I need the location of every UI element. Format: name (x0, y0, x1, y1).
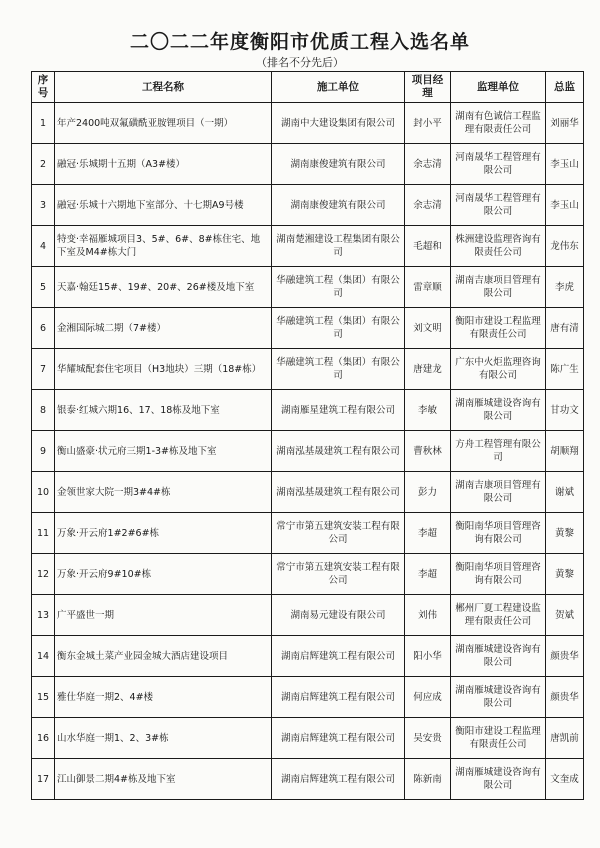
construction-unit: 湖南泓基晟建筑工程有限公司 (272, 431, 405, 472)
project-manager: 阳小华 (405, 636, 451, 677)
project-manager: 余志清 (405, 185, 451, 226)
supervision-unit: 衡阳南华项目管理咨询有限公司 (451, 513, 546, 554)
row-number: 6 (32, 308, 55, 349)
project-name: 特变·幸福雁城项目3、5#、6#、8#栋住宅、地下室及M4#栋大门 (55, 226, 272, 267)
supervision-unit: 郴州厂夏工程建设监理有限责任公司 (451, 595, 546, 636)
chief-supervisor: 唐有清 (546, 308, 584, 349)
row-number: 13 (32, 595, 55, 636)
chief-supervisor: 颜贵华 (546, 677, 584, 718)
construction-unit: 华融建筑工程（集团）有限公司 (272, 267, 405, 308)
chief-supervisor: 黄黎 (546, 554, 584, 595)
table-row (32, 185, 584, 226)
chief-supervisor: 李玉山 (546, 185, 584, 226)
chief-supervisor: 颜贵华 (546, 636, 584, 677)
supervision-unit: 衡阳市建设工程监理有限责任公司 (451, 308, 546, 349)
row-number: 4 (32, 226, 55, 267)
project-name: 银泰·红城六期16、17、18栋及地下室 (55, 390, 272, 431)
project-manager: 封小平 (405, 103, 451, 144)
construction-unit: 湖南康俊建筑有限公司 (272, 185, 405, 226)
construction-unit: 湖南中大建设集团有限公司 (272, 103, 405, 144)
chief-supervisor: 甘功文 (546, 390, 584, 431)
supervision-unit: 衡阳南华项目管理咨询有限公司 (451, 554, 546, 595)
project-name: 衡东金城土菜产业园金城大酒店建设项目 (55, 636, 272, 677)
row-number: 1 (32, 103, 55, 144)
supervision-unit: 河南晟华工程管理有限公司 (451, 185, 546, 226)
construction-unit: 湖南启辉建筑工程有限公司 (272, 718, 405, 759)
project-manager: 吴安贵 (405, 718, 451, 759)
supervision-unit: 湖南雁城建设咨询有限公司 (451, 677, 546, 718)
header-project-name: 工程名称 (55, 72, 272, 103)
project-manager: 雷章顺 (405, 267, 451, 308)
row-number: 9 (32, 431, 55, 472)
construction-unit: 湖南康俊建筑有限公司 (272, 144, 405, 185)
table-row (32, 103, 584, 144)
row-number: 8 (32, 390, 55, 431)
project-name: 江山御景二期4#栋及地下室 (55, 759, 272, 800)
project-manager: 刘文明 (405, 308, 451, 349)
document-title: 二〇二二年度衡阳市优质工程入选名单 (129, 31, 470, 53)
table-row (32, 267, 584, 308)
construction-unit: 湖南启辉建筑工程有限公司 (272, 677, 405, 718)
project-manager: 余志清 (405, 144, 451, 185)
chief-supervisor: 李玉山 (546, 144, 584, 185)
table-row (32, 431, 584, 472)
table-row (32, 554, 584, 595)
project-manager: 曹秋林 (405, 431, 451, 472)
table-row (32, 718, 584, 759)
table-row (32, 513, 584, 554)
construction-unit: 湖南雁星建筑工程有限公司 (272, 390, 405, 431)
project-name: 广平盛世一期 (55, 595, 272, 636)
supervision-unit: 方舟工程管理有限公司 (451, 431, 546, 472)
table-row (32, 308, 584, 349)
project-manager: 陈新南 (405, 759, 451, 800)
table-row (32, 390, 584, 431)
project-name: 万象·开云府9#10#栋 (55, 554, 272, 595)
project-name: 融冠·乐城期十五期（A3#楼） (55, 144, 272, 185)
chief-supervisor: 谢斌 (546, 472, 584, 513)
project-manager: 唐建龙 (405, 349, 451, 390)
construction-unit: 湖南泓基晟建筑工程有限公司 (272, 472, 405, 513)
chief-supervisor: 李虎 (546, 267, 584, 308)
table-row (32, 144, 584, 185)
row-number: 11 (32, 513, 55, 554)
chief-supervisor: 龙伟东 (546, 226, 584, 267)
project-manager: 刘伟 (405, 595, 451, 636)
supervision-unit: 株洲建设监理咨询有限责任公司 (451, 226, 546, 267)
row-number: 14 (32, 636, 55, 677)
row-number: 3 (32, 185, 55, 226)
project-manager: 毛超和 (405, 226, 451, 267)
header-manager: 项目经理 (405, 72, 451, 103)
construction-unit: 湖南启辉建筑工程有限公司 (272, 759, 405, 800)
table-row (32, 472, 584, 513)
header-constructor: 施工单位 (272, 72, 405, 103)
chief-supervisor: 文奎成 (546, 759, 584, 800)
supervision-unit: 广东中火炬监理咨询有限公司 (451, 349, 546, 390)
project-name: 万象·开云府1#2#6#栋 (55, 513, 272, 554)
project-name: 年产2400吨双氟磺酰亚胺锂项目（一期） (55, 103, 272, 144)
project-name: 融冠·乐城十六期地下室部分、十七期A9号楼 (55, 185, 272, 226)
table-row (32, 759, 584, 800)
row-number: 5 (32, 267, 55, 308)
table-row (32, 226, 584, 267)
chief-supervisor: 刘丽华 (546, 103, 584, 144)
project-name: 雅仕华庭一期2、4#楼 (55, 677, 272, 718)
project-name: 金湘国际城二期（7#楼） (55, 308, 272, 349)
chief-supervisor: 唐凯前 (546, 718, 584, 759)
project-table (31, 71, 584, 800)
construction-unit: 华融建筑工程（集团）有限公司 (272, 349, 405, 390)
construction-unit: 华融建筑工程（集团）有限公司 (272, 308, 405, 349)
document-subtitle: （排名不分先后） (256, 56, 344, 69)
header-director: 总监 (546, 72, 584, 103)
row-number: 17 (32, 759, 55, 800)
project-manager: 彭力 (405, 472, 451, 513)
supervision-unit: 湖南吉康项目管理有限公司 (451, 267, 546, 308)
construction-unit: 湖南启辉建筑工程有限公司 (272, 636, 405, 677)
project-manager: 李超 (405, 554, 451, 595)
table-row (32, 636, 584, 677)
project-name: 华耀城配套住宅项目（H3地块）三期（18#栋） (55, 349, 272, 390)
chief-supervisor: 陈广生 (546, 349, 584, 390)
chief-supervisor: 贺斌 (546, 595, 584, 636)
project-name: 金领世家大院一期3#4#栋 (55, 472, 272, 513)
project-name: 天嘉·翰廷15#、19#、20#、26#楼及地下室 (55, 267, 272, 308)
chief-supervisor: 胡顺翔 (546, 431, 584, 472)
construction-unit: 常宁市第五建筑安装工程有限公司 (272, 554, 405, 595)
supervision-unit: 湖南吉康项目管理有限公司 (451, 472, 546, 513)
row-number: 15 (32, 677, 55, 718)
row-number: 7 (32, 349, 55, 390)
row-number: 16 (32, 718, 55, 759)
construction-unit: 常宁市第五建筑安装工程有限公司 (272, 513, 405, 554)
project-name: 山水华庭一期1、2、3#栋 (55, 718, 272, 759)
construction-unit: 湖南楚湘建设工程集团有限公司 (272, 226, 405, 267)
header-supervisor: 监理单位 (451, 72, 546, 103)
construction-unit: 湖南易元建设有限公司 (272, 595, 405, 636)
table-header-row (32, 72, 584, 103)
table-row (32, 349, 584, 390)
row-number: 12 (32, 554, 55, 595)
table-body (32, 103, 584, 800)
supervision-unit: 湖南有色诚信工程监理有限责任公司 (451, 103, 546, 144)
project-manager: 何应成 (405, 677, 451, 718)
project-name: 衡山盛豪·状元府三期1-3#栋及地下室 (55, 431, 272, 472)
supervision-unit: 湖南雁城建设咨询有限公司 (451, 636, 546, 677)
supervision-unit: 湖南雁城建设咨询有限公司 (451, 390, 546, 431)
header-no: 序号 (32, 72, 55, 103)
table-row (32, 677, 584, 718)
supervision-unit: 河南晟华工程管理有限公司 (451, 144, 546, 185)
table-row (32, 595, 584, 636)
project-manager: 李敏 (405, 390, 451, 431)
supervision-unit: 衡阳市建设工程监理有限责任公司 (451, 718, 546, 759)
project-manager: 李超 (405, 513, 451, 554)
chief-supervisor: 黄黎 (546, 513, 584, 554)
supervision-unit: 湖南雁城建设咨询有限公司 (451, 759, 546, 800)
row-number: 2 (32, 144, 55, 185)
row-number: 10 (32, 472, 55, 513)
